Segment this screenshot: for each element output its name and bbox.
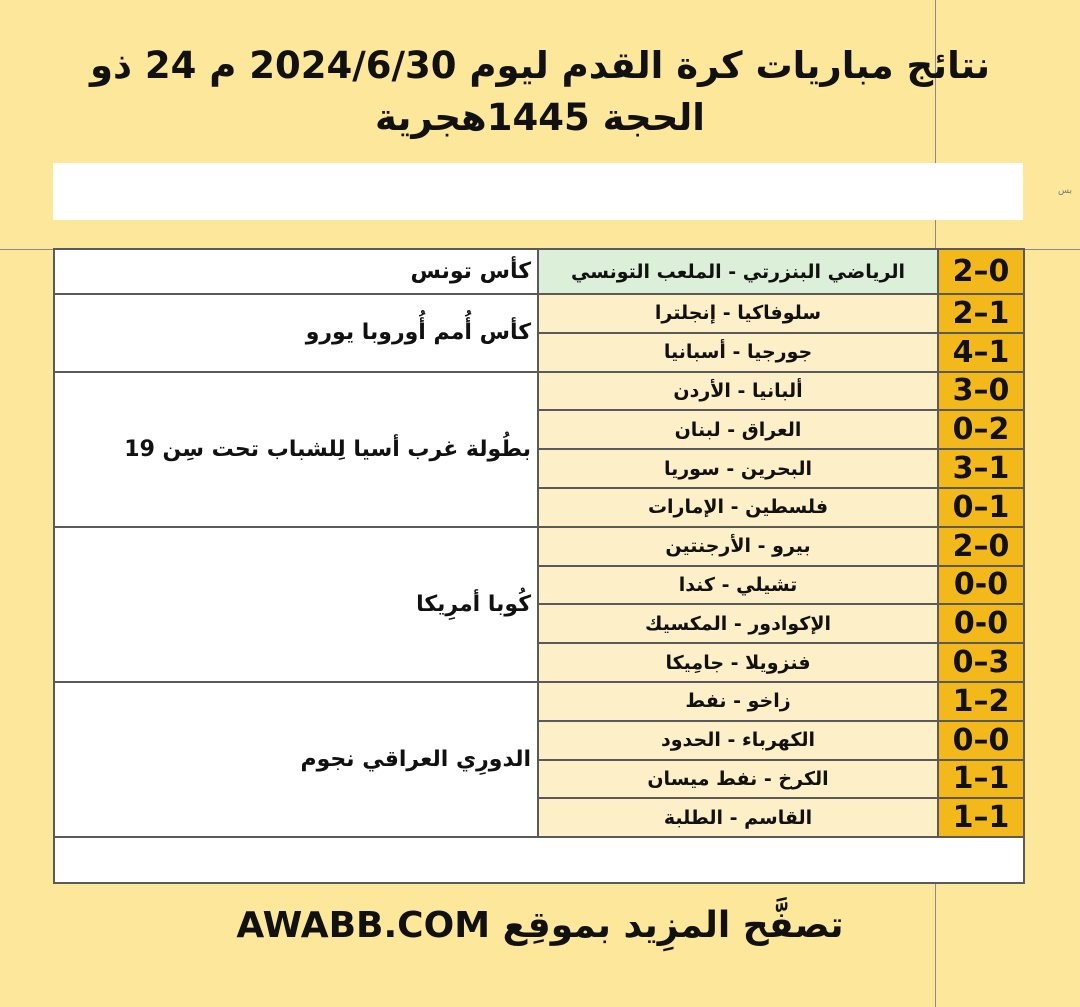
match-score: 0–0 — [937, 722, 1023, 761]
match-score: 0-0 — [937, 567, 1023, 606]
match-score: 2–1 — [937, 295, 1023, 334]
competition-name: بطُولة غرب أسيا لِلشباب تحت سِن 19 — [55, 373, 537, 528]
match-teams: فنزويلا - جامِيكا — [537, 644, 937, 683]
footer-promo: تصفَّح المزِيد بموقِع AWABB.COM — [236, 905, 844, 946]
match-teams: الرياضي البنزرتي - الملعب التونسي — [537, 250, 937, 295]
side-mark: بس — [1058, 186, 1072, 196]
match-score: 0–2 — [937, 411, 1023, 450]
match-score: 4–1 — [937, 334, 1023, 373]
results-table — [53, 248, 1025, 884]
match-score: 1–1 — [937, 761, 1023, 800]
match-teams: العراق - لبنان — [537, 411, 937, 450]
page-title: نتائج مباريات كرة القدم ليوم 2024/6/30 م 24 ذو الحجة 1445هجرية — [90, 44, 990, 139]
match-teams: الكرخ - نفط ميسان — [537, 761, 937, 800]
competition-name: الدورِي العراقي نجوم — [55, 683, 537, 838]
match-score: 3–0 — [937, 373, 1023, 412]
match-score: 0–1 — [937, 489, 1023, 528]
match-teams: ألبانيا - الأردن — [537, 373, 937, 412]
match-teams: سلوفاكيا - إنجلترا — [537, 295, 937, 334]
match-teams: زاخو - نفط — [537, 683, 937, 722]
match-score: 1–2 — [937, 683, 1023, 722]
match-teams: جورجيا - أسبانيا — [537, 334, 937, 373]
match-score: 0-0 — [937, 605, 1023, 644]
competition-name: كأس تونس — [55, 250, 537, 295]
match-teams: الكهرباء - الحدود — [537, 722, 937, 761]
match-score: 2–0 — [937, 528, 1023, 567]
match-score: 3–1 — [937, 450, 1023, 489]
match-teams: القاسم - الطلبة — [537, 799, 937, 838]
competition-name: كأس أُمم أُوروبا يورو — [55, 295, 537, 373]
match-teams: البحرين - سوريا — [537, 450, 937, 489]
match-teams: تشيلي - كندا — [537, 567, 937, 606]
match-score: 0–3 — [937, 644, 1023, 683]
match-teams: فلسطين - الإمارات — [537, 489, 937, 528]
match-score: 2–0 — [937, 250, 1023, 295]
blank-banner — [53, 163, 1023, 220]
match-score: 1–1 — [937, 799, 1023, 838]
match-teams: بيرو - الأرجنتين — [537, 528, 937, 567]
match-teams: الإكوادور - المكسيك — [537, 605, 937, 644]
competition-name: كُوبا أمرِيكا — [55, 528, 537, 683]
